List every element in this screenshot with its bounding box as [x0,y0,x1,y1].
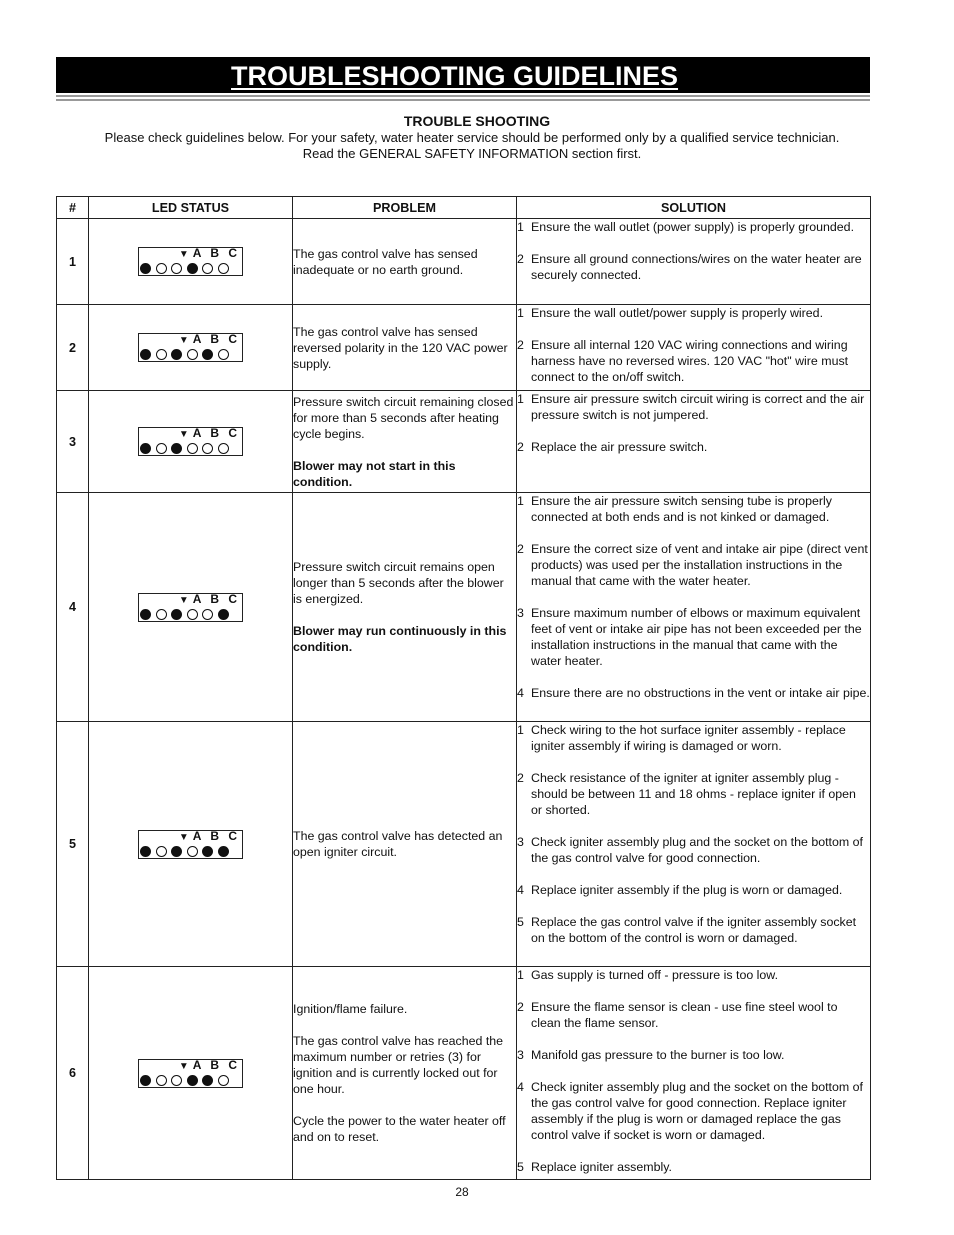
led-on-icon [171,609,182,620]
led-off-icon [202,609,213,620]
solution-number: 4 [517,686,524,700]
led-off-icon [171,1075,182,1086]
solution-number: 2 [517,771,524,785]
led-labels [179,246,240,260]
solution-text: Ensure all internal 120 VAC wiring connections and wiring harness have no reversed wires. 120 VAC "hot" wire must connect to the on/off switch. [531,338,849,384]
column-header-number: # [57,197,89,219]
solution-number: 4 [517,883,524,897]
solution-text: Replace the air pressure switch. [531,440,708,454]
led-on-icon [218,609,229,620]
led-letters: A B C [192,591,240,606]
table-row [57,305,871,391]
solution-item [517,882,870,898]
section-subtitle: TROUBLE SHOOTING [403,113,551,129]
divider [56,95,870,97]
led-off-icon [187,609,198,620]
row-number: 4 [57,493,89,722]
solution-cell [517,493,871,722]
led-on-icon [202,349,213,360]
led-status-cell [89,305,293,391]
solution-text: Replace igniter assembly if the plug is worn or damaged. [531,883,843,897]
solution-text: Manifold gas pressure to the burner is too low. [531,1048,785,1062]
solution-item [517,685,870,701]
triangle-marker-icon: ▼ [178,429,193,440]
led-status-cell [89,493,293,722]
title-banner [56,57,870,93]
solution-number: 3 [517,606,524,620]
led-off-icon [218,263,229,274]
led-off-icon [156,609,167,620]
led-off-icon [218,349,229,360]
solution-number: 2 [517,542,524,556]
table-header-row [57,197,871,219]
solution-text: Ensure maximum number of elbows or maximum equivalent feet of vent or intake air pipe has not been exceeded per the installation instructions in the manual that came with the water heater. [531,606,862,668]
led-on-icon [171,443,182,454]
solution-number: 3 [517,835,524,849]
table-row [57,391,871,493]
led-labels [179,592,240,606]
row-number: 1 [57,219,89,305]
led-off-icon [187,349,198,360]
led-off-icon [187,443,198,454]
led-letters: A B C [192,246,240,260]
triangle-marker-icon: ▼ [178,1060,193,1072]
solution-item [517,493,870,525]
solution-item [517,605,870,669]
triangle-marker-icon: ▼ [178,594,193,606]
led-letters: A B C [192,1057,240,1072]
led-off-icon [218,1075,229,1086]
divider [56,99,870,101]
solution-item [517,770,870,818]
led-off-icon [156,349,167,360]
problem-text: The gas control valve has detected an open igniter circuit. [293,829,503,859]
led-off-icon [156,1075,167,1086]
solution-text: Ensure the wall outlet (power supply) is properly grounded. [531,220,855,234]
led-indicator-panel [138,247,243,276]
solution-cell [517,219,871,305]
solution-item [517,1079,870,1143]
triangle-marker-icon: ▼ [178,335,193,346]
led-off-icon [156,263,167,274]
problem-text: The gas control valve has reached the maximum number or retries (3) for ignition and is currently locked out for one hour. [293,1034,504,1096]
problem-cell [293,391,517,493]
troubleshooting-table [56,196,871,1180]
led-off-icon [202,443,213,454]
solution-text: Gas supply is turned off - pressure is too low. [531,968,779,982]
led-status-cell [89,967,293,1180]
led-letters: A B C [192,332,240,346]
led-on-icon [202,846,213,857]
solution-text: Replace the gas control valve if the igniter assembly socket on the bottom of the control is worn or damaged. [531,915,857,945]
table-row [57,493,871,722]
led-status-cell [89,722,293,967]
page-title: TROUBLESHOOTING GUIDELINES [231,61,679,91]
led-on-icon [171,349,182,360]
solution-text: Check igniter assembly plug and the socket on the bottom of the gas control valve for good connection. Replace igniter assembly if the plug is worn or damaged replace the gas control valve if socket is worn or damaged. [531,1080,863,1142]
row-number: 3 [57,391,89,493]
column-header-problem: PROBLEM [293,197,517,219]
solution-item [517,1047,870,1063]
solution-item [517,305,870,321]
page-number: 28 [455,1185,469,1199]
led-on-icon [140,263,151,274]
solution-text: Replace igniter assembly. [531,1160,672,1174]
solution-item [517,541,870,589]
problem-cell [293,722,517,967]
led-off-icon [156,443,167,454]
problem-text: Blower may run continuously in this condition. [293,624,507,654]
solution-text: Check resistance of the igniter at igniter assembly plug - should be between 11 and 18 ohms - replace igniter if open or shorted. [531,771,856,817]
led-on-icon [218,846,229,857]
solution-text: Ensure the air pressure switch sensing tube is properly connected at both ends and is not kinked or damaged. [531,494,832,524]
led-off-icon [156,846,167,857]
problem-cell [293,967,517,1180]
solution-cell [517,391,871,493]
problem-cell [293,305,517,391]
led-on-icon [140,609,151,620]
solution-number: 1 [517,220,524,234]
problem-text: Ignition/flame failure. [293,1002,408,1016]
solution-item [517,914,870,946]
solution-item [517,999,870,1031]
led-indicator-panel [138,1059,243,1088]
solution-text: Check igniter assembly plug and the socket on the bottom of the gas control valve for good connection. [531,835,863,865]
led-labels [179,1058,240,1072]
led-labels [179,829,240,843]
solution-cell [517,305,871,391]
problem-text: Cycle the power to the water heater off and on to reset. [293,1114,506,1144]
solution-text: Ensure the wall outlet/power supply is properly wired. [531,306,824,320]
led-on-icon [140,846,151,857]
problem-text: Pressure switch circuit remaining closed for more than 5 seconds after heating cycle begins. [293,394,514,441]
solution-text: Ensure there are no obstructions in the vent or intake air pipe. [531,686,870,700]
led-status-cell [89,219,293,305]
solution-text: Ensure air pressure switch circuit wiring is correct and the air pressure switch is not jumpered. [531,392,865,422]
solution-item [517,722,870,754]
solution-item [517,251,870,283]
solution-number: 1 [517,392,524,406]
solution-cell [517,722,871,967]
solution-number: 1 [517,306,524,320]
intro-text-line-2: Read the GENERAL SAFETY INFORMATION section first. [302,146,642,161]
led-letters: A B C [192,828,240,843]
intro-text-line-1: Please check guidelines below. For your safety, water heater service should be performed only by a qualified service technician. [104,130,840,145]
led-letters: A B C [192,426,240,440]
solution-number: 1 [517,494,524,508]
column-header-solution: SOLUTION [517,197,871,219]
row-number: 6 [57,967,89,1180]
problem-text: Blower may not start in this condition. [293,458,456,489]
column-header-led-status: LED STATUS [89,197,293,219]
problem-text: The gas control valve has sensed reversed polarity in the 120 VAC power supply. [293,324,508,371]
solution-number: 2 [517,1000,524,1014]
led-labels [179,332,240,346]
problem-cell [293,493,517,722]
solution-number: 2 [517,440,524,454]
led-indicator-panel [138,427,243,456]
led-status-cell [89,391,293,493]
led-labels [179,426,240,440]
solution-cell [517,967,871,1180]
triangle-marker-icon: ▼ [178,831,193,843]
solution-item [517,337,870,385]
solution-number: 2 [517,338,524,352]
row-number: 5 [57,722,89,967]
solution-number: 1 [517,723,524,737]
led-indicator-panel [138,593,243,622]
led-indicator-panel [138,830,243,859]
triangle-marker-icon: ▼ [178,249,193,260]
led-on-icon [187,1075,198,1086]
solution-text: Check wiring to the hot surface igniter assembly - replace igniter assembly if wiring is damaged or worn. [531,723,846,753]
solution-text: Ensure the flame sensor is clean - use fine steel wool to clean the flame sensor. [531,1000,838,1030]
solution-item [517,967,870,983]
solution-number: 5 [517,1160,524,1174]
table-row [57,722,871,967]
solution-item [517,1159,870,1175]
solution-number: 2 [517,252,524,266]
solution-item [517,391,870,423]
solution-number: 5 [517,915,524,929]
solution-item [517,439,870,455]
solution-item [517,834,870,866]
led-on-icon [140,443,151,454]
led-off-icon [218,443,229,454]
problem-text: The gas control valve has sensed inadequate or no earth ground. [293,246,478,277]
led-off-icon [171,263,182,274]
problem-text: Pressure switch circuit remains open longer than 5 seconds after the blower is energized. [293,560,504,606]
led-on-icon [202,1075,213,1086]
led-on-icon [140,349,151,360]
solution-text: Ensure all ground connections/wires on the water heater are securely connected. [531,252,862,282]
led-off-icon [187,846,198,857]
solution-item [517,219,870,235]
problem-cell [293,219,517,305]
led-off-icon [202,263,213,274]
led-on-icon [171,846,182,857]
led-on-icon [140,1075,151,1086]
row-number: 2 [57,305,89,391]
table-row [57,219,871,305]
led-on-icon [187,263,198,274]
solution-number: 3 [517,1048,524,1062]
table-row [57,967,871,1180]
led-indicator-panel [138,333,243,362]
solution-number: 1 [517,968,524,982]
solution-number: 4 [517,1080,524,1094]
solution-text: Ensure the correct size of vent and intake air pipe (direct vent products) was used per the installation instructions in the manual that came with the water heater. [531,542,868,588]
